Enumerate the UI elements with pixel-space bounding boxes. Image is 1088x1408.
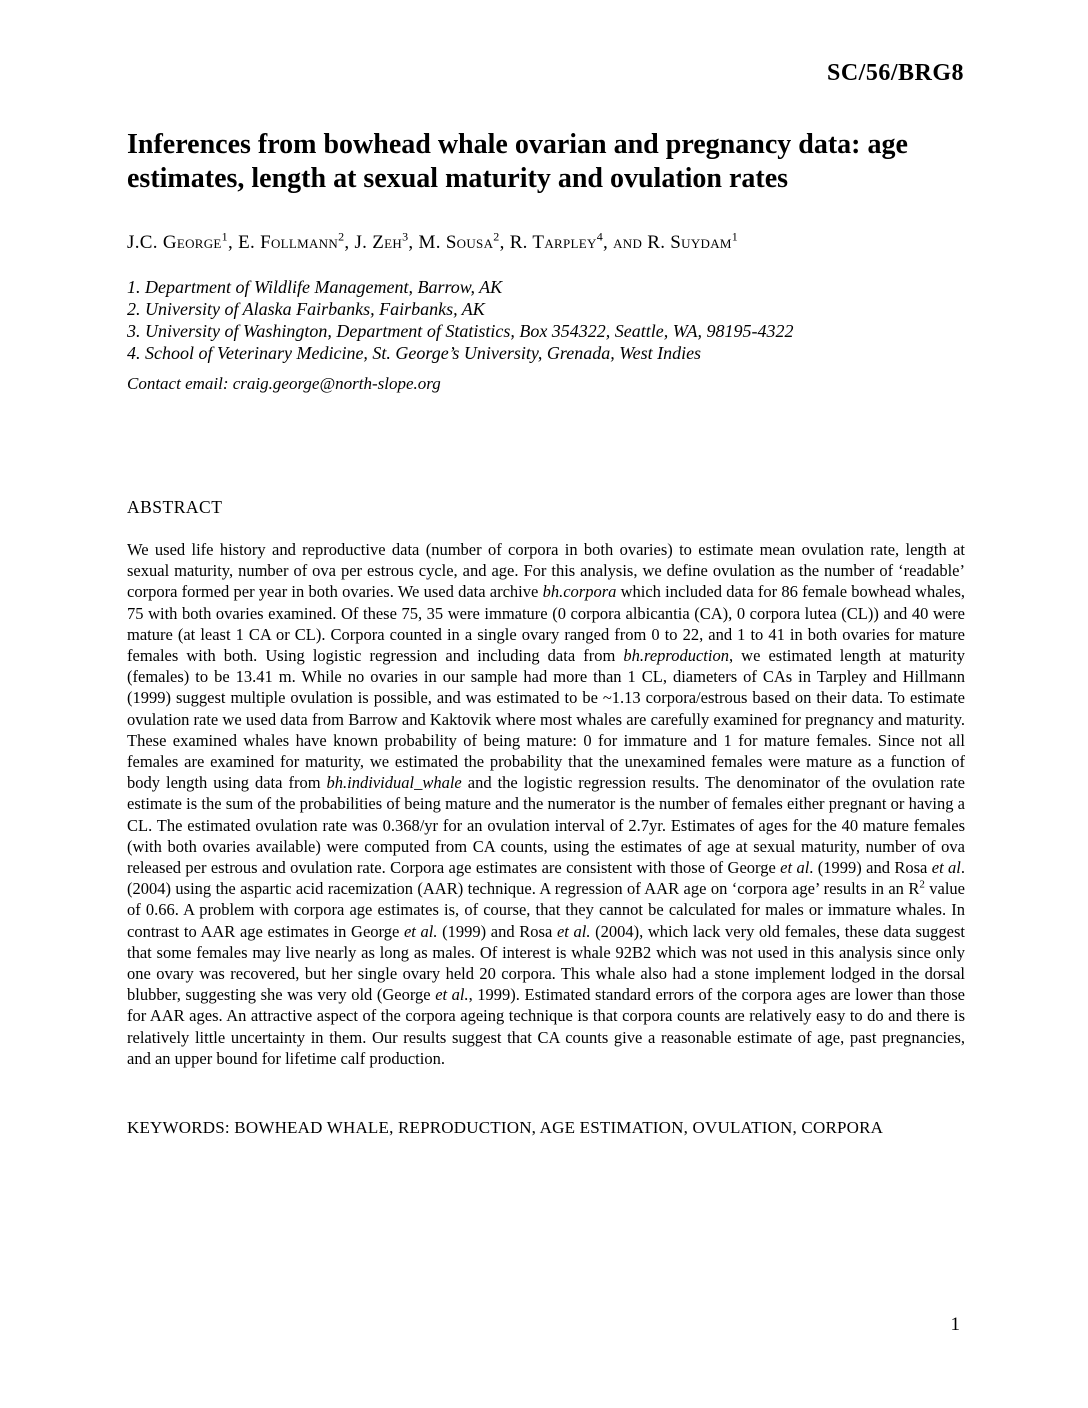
affiliation-list [127,276,965,364]
abstract-heading: ABSTRACT [127,497,223,517]
affiliation-item: 4. School of Veterinary Medicine, St. George’s University, Grenada, West Indies [127,343,702,363]
document-code: SC/56/BRG8 [826,60,964,86]
affiliation-item: 1. Department of Wildlife Management, Barrow, AK [127,277,503,297]
abstract-text: We used life history and reproductive data (number of corpora in both ovaries) to estimate mean ovulation rate, length at sexual maturity, number of ova per estrous cycle, and age. For this analysis, we define ovulation as the number of ‘readable’ corpora formed per year in both ovaries. We used data archive bh.corpora which included data for 86 female bowhead whales, 75 with both ovaries examined. Of these 75, 35 were immature (0 corpora albicantia (CA), 0 corpora lutea (CL)) and 40 were mature (at least 1 CA or CL). Corpora counted in a single ovary ranged from 0 to 22, and 1 to 41 in both ovaries for mature females with both. Using logistic regression and including data from bh.reproduction, we estimated length at maturity (females) to be 13.41 m. While no ovaries in our sample had more than 1 CL, diameters of CAs in Tarpley and Hillmann (1999) suggest multiple ovulation is possible, and was estimated to be ~1.13 corpora/estrous based on their data. To estimate ovulation rate we used data from Barrow and Kaktovik where most whales are carefully examined for pregnancy and maturity. These examined whales have known probability of being mature: 0 for immature and 1 for mature females. Since not all females are examined for maturity, we estimated the probability that the unexamined females were mature as a function of body length using data from bh.individual_whale and the logistic regression results. The denominator of the ovulation rate estimate is the sum of the probabilities of being mature and the numerator is the number of females either pregnant or having a CL. The estimated ovulation rate was 0.368/yr for an ovulation interval of 2.7yr. Estimates of ages for the 40 mature females (with both ovaries available) were computed from CA counts, using the estimates of age at sexual maturity, number of ova released per estrous and ovulation rate. Corpora age estimates are consistent with those of George et al. (1999) and Rosa et al. (2004) using the aspartic acid racemization (AAR) technique. A regression of AAR age on ‘corpora age’ results in an $R^2$ value of 0.66. A problem with corpora age estimates is, of course, that they cannot be calculated for males or immature whales. In contrast to AAR age estimates in George et al. (1999) and Rosa et al. (2004), which lack very old females, these data suggest that some females may live nearly as long as males. Of interest is whale 92B2 which was not used in this analysis since only one ovary was recovered, but her single ovary held 20 corpora. This whale also had a stone implement lodged in the dorsal blubber, suggesting she was very old (George et al., 1999). Estimated standard errors of the corpora ages are lower than those for AAR ages. An attractive aspect of the corpora ageing technique is that corpora counts are relatively easy to do and there is relatively little uncertainty in them. Our results suggest that CA counts give a reasonable estimate of age, past pregnancies, and an upper bound for lifetime calf production. [127,540,966,1068]
keywords-line: KEYWORDS: BOWHEAD WHALE, REPRODUCTION, AGE ESTIMATION, OVULATION, CORPORA [127,1118,884,1137]
page-title [127,128,965,196]
authors-line: J.C. George$^1$, E. Follmann$^2$, J. Zeh$^3$, M. Sousa$^2$, R. Tarpley$^4$, and R. Suydam$^1$ [127,229,739,253]
page-title-line-1: Inferences from bowhead whale ovarian and pregnancy data: age [127,129,908,160]
page-title-line-2: estimates, length at sexual maturity and ovulation rates [127,163,789,194]
page-number: 1 [950,1314,960,1335]
affiliation-item: 2. University of Alaska Fairbanks, Fairbanks, AK [127,299,485,319]
contact-email-line: Contact email: craig.george@north-slope.org [127,374,441,393]
affiliation-item: 3. University of Washington, Department of Statistics, Box 354322, Seattle, WA, 98195-4322 [127,321,794,341]
